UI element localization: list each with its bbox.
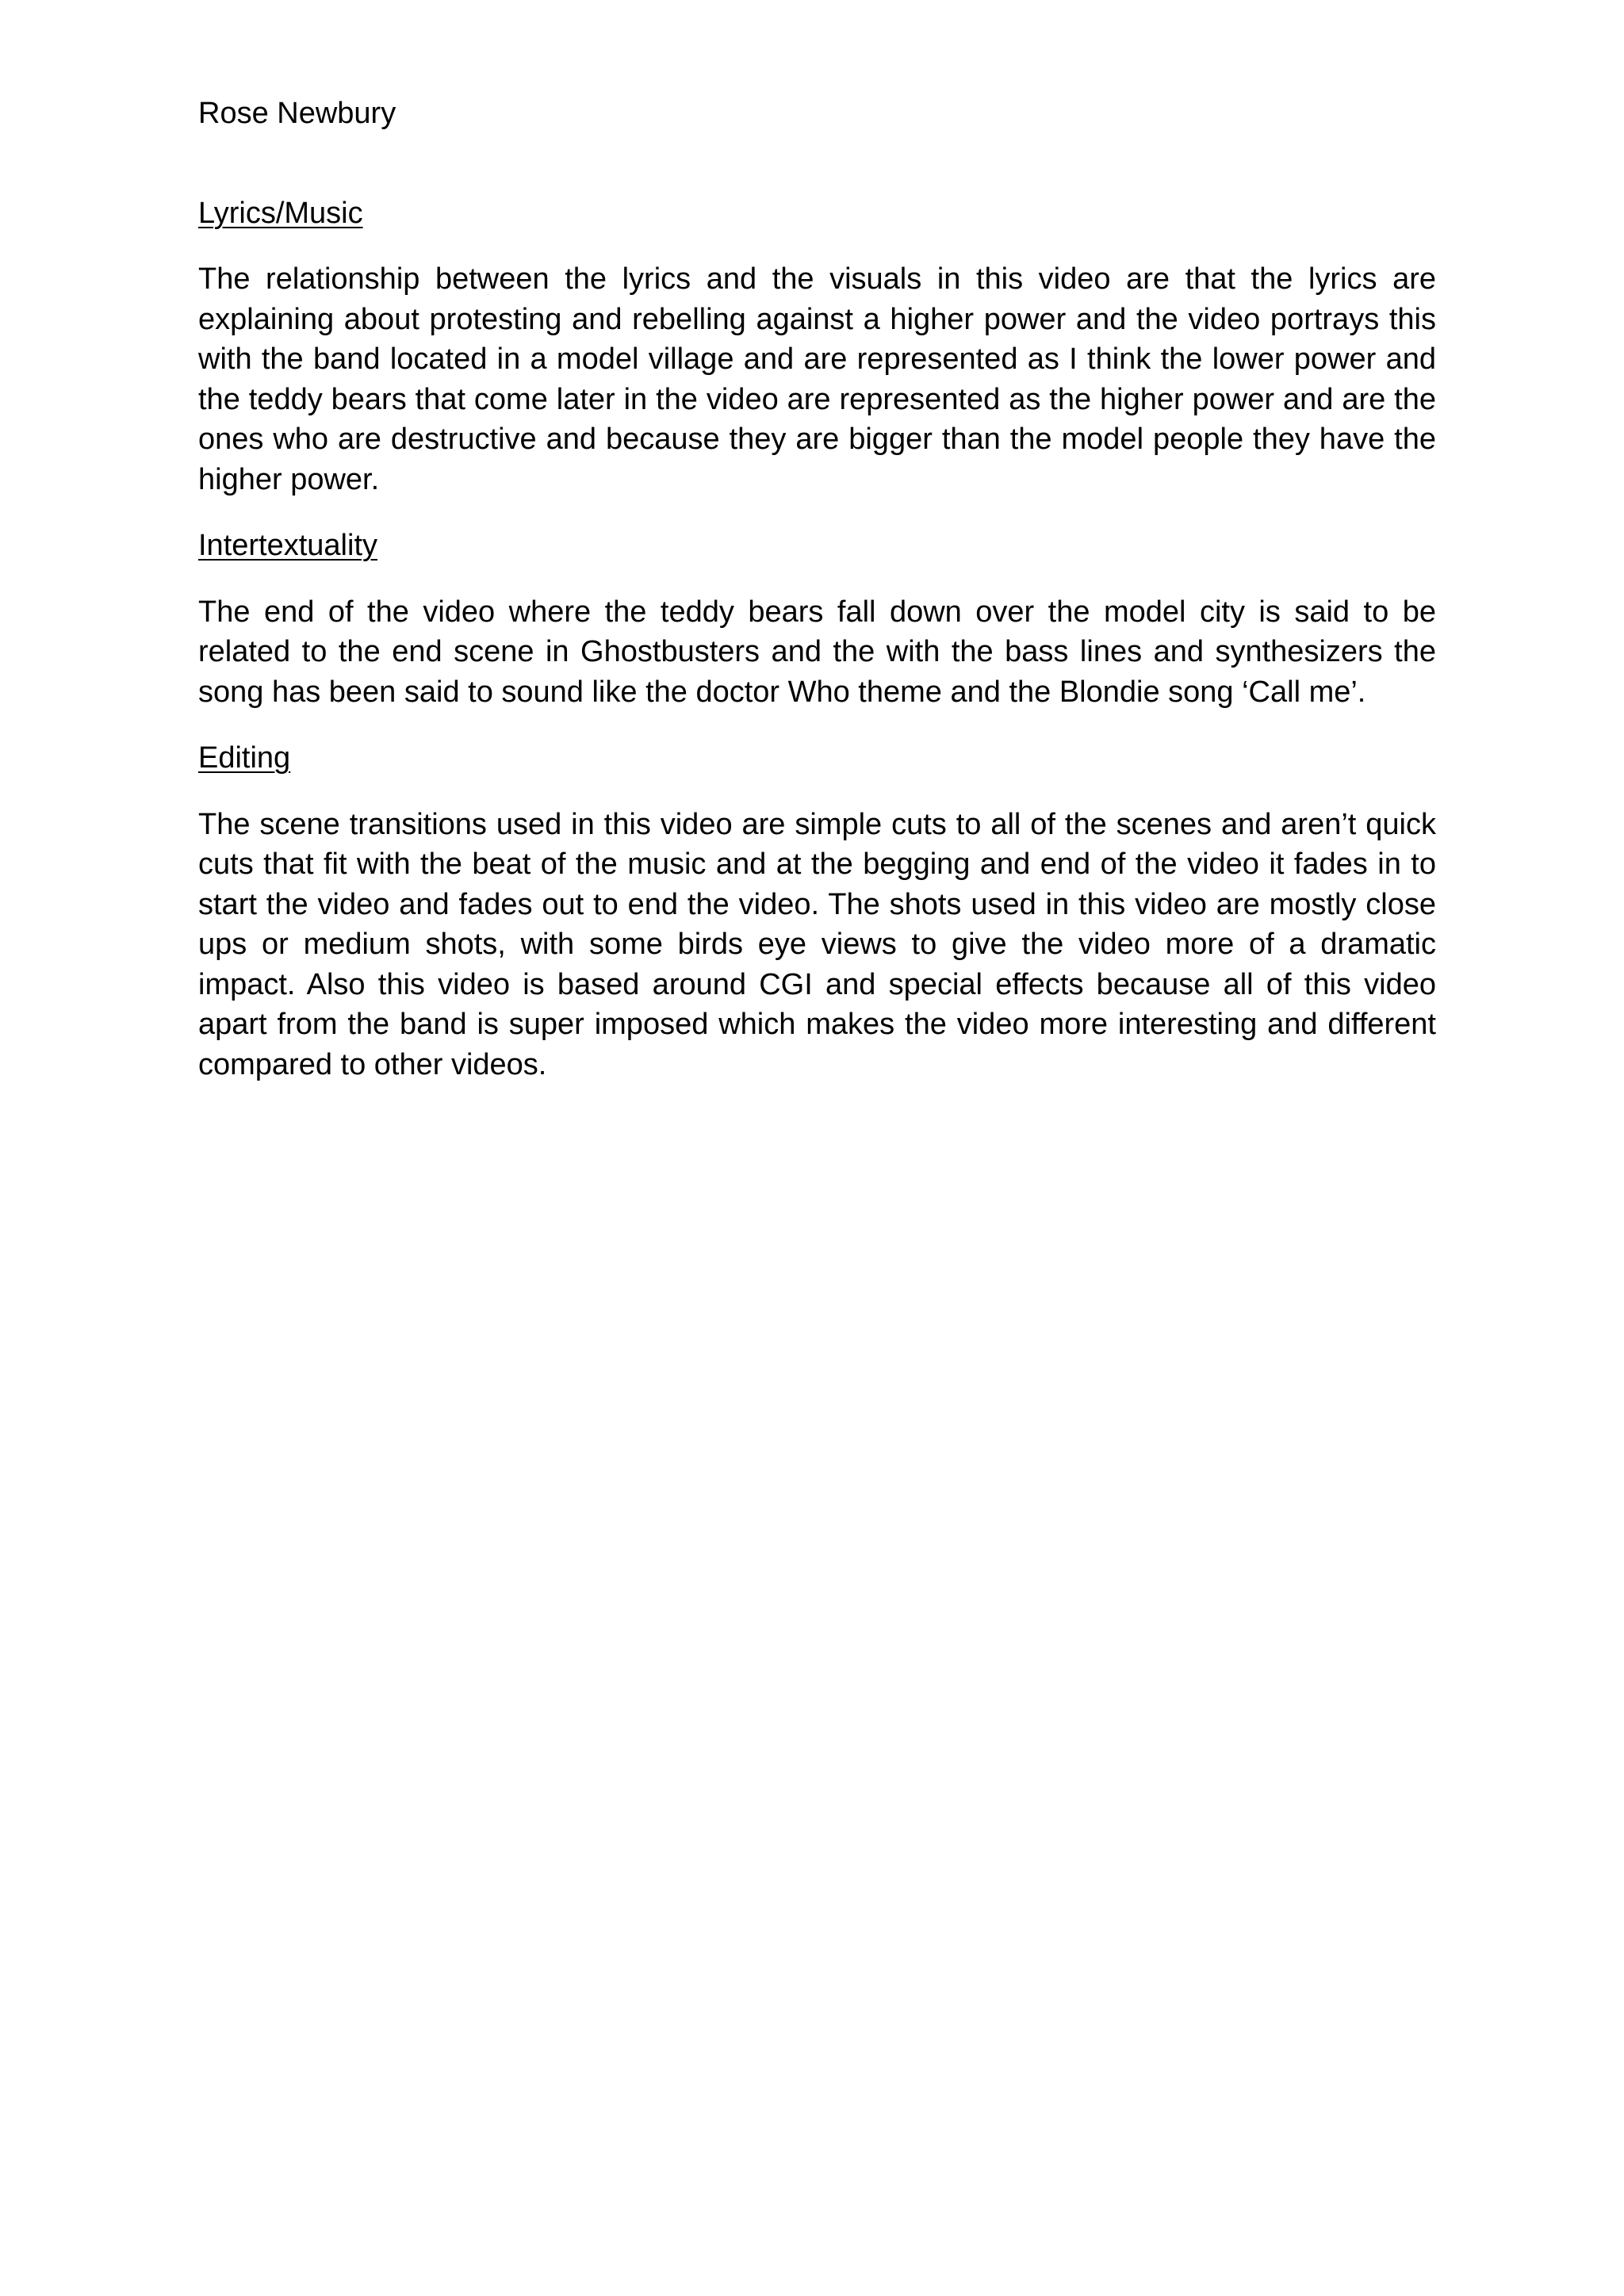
author-name: Rose Newbury: [198, 97, 396, 130]
document-body: [198, 94, 1436, 1111]
section-paragraph: The end of the video where the teddy bears fall down over the model city is said to be related to the end scene in Ghostbusters and the with the bass lines and synthesizers the song has been said to sound like the doctor Who theme and the Blondie song ‘Call me’.: [198, 595, 1436, 709]
section-lyrics-music: [198, 193, 1436, 500]
section-heading: Lyrics/Music: [198, 196, 363, 230]
section-heading: Intertextuality: [198, 529, 377, 562]
section-paragraph: The relationship between the lyrics and the visuals in this video are that the lyrics are explaining about protesting and rebelling against a higher power and the video portrays this with the band located in a model village and are represented as I think the lower power and the teddy bears that come later in the video are represented as the higher power and are the ones who are destructive and because they are bigger than the model people they have the higher power.: [198, 262, 1436, 496]
section-paragraph: The scene transitions used in this video are simple cuts to all of the scenes and aren’t quick cuts that fit with the beat of the music and at the begging and end of the video it fades in to start the video and fades out to end the video. The shots used in this video are mostly close ups or medium shots, with some birds eye views to give the video more of a dramatic impact. Also this video is based around CGI and special effects because all of this video apart from the band is super imposed which makes the video more interesting and different compared to other videos.: [198, 807, 1436, 1081]
section-editing: [198, 738, 1436, 1085]
section-intertextuality: [198, 526, 1436, 712]
section-heading: Editing: [198, 741, 291, 775]
